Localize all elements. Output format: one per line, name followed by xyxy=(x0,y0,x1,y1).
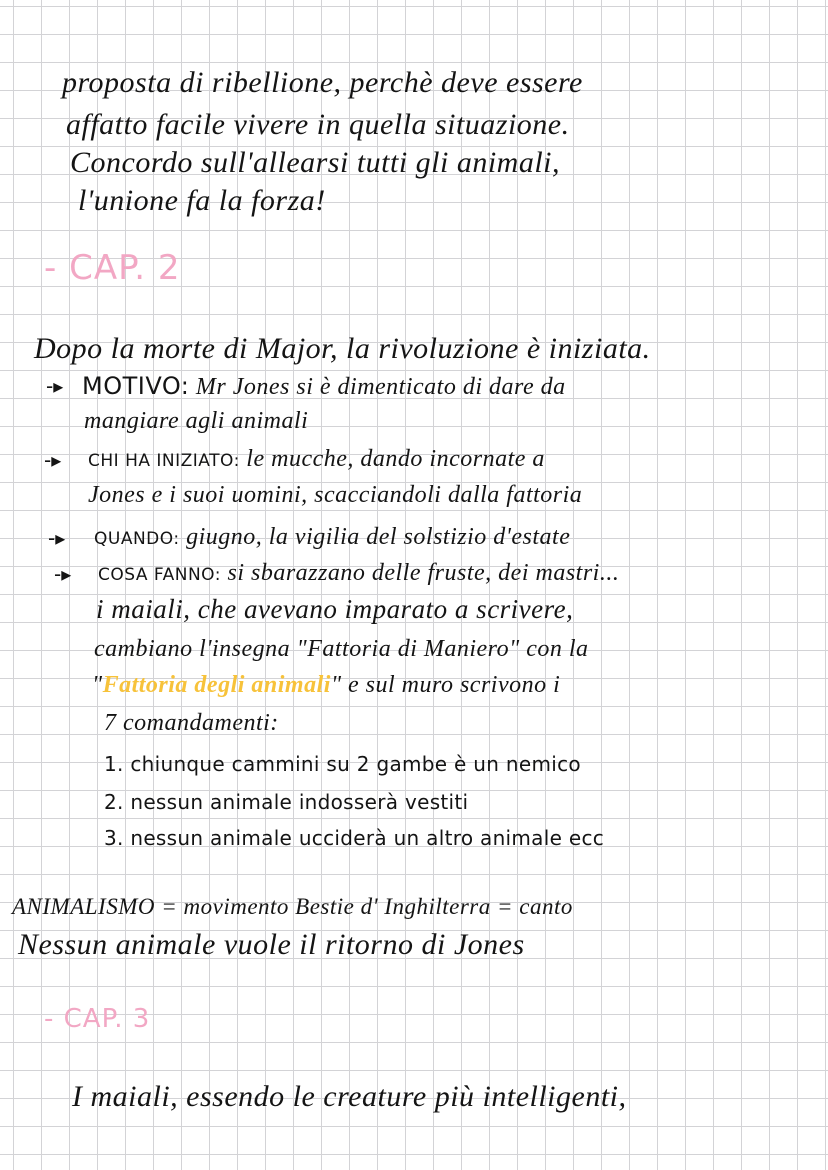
bullet-2-cont: Jones e i suoi uomini, scacciandoli dalla fattoria xyxy=(88,482,583,508)
bullet-3-label: QUANDO: xyxy=(94,529,180,549)
bullet-1-text: Mr Jones si è dimenticato di dare da xyxy=(195,374,566,400)
pigs-line-3-rest: " e sul muro scrivono i xyxy=(330,672,561,698)
bullet-3-text: giugno, la vigilia del solstizio d'estate xyxy=(186,524,571,550)
cap2-intro: Dopo la morte di Major, la rivoluzione è iniziata. xyxy=(34,332,651,365)
bullet-3 xyxy=(94,524,570,551)
cap3-heading: - CAP. 3 xyxy=(44,1004,151,1034)
arrow-icon: -▸ xyxy=(44,448,62,472)
quote-open: " xyxy=(92,672,103,698)
bullet-2-text: le mucche, dando incornate a xyxy=(246,446,545,472)
arrow-icon: -▸ xyxy=(46,374,64,398)
commandments-title: 7 comandamenti: xyxy=(104,710,279,736)
commandment-3: 3. nessun animale ucciderà un altro animale ecc xyxy=(104,826,605,850)
cap3-line-1: I maiali, essendo le creature più intelligenti, xyxy=(72,1080,627,1113)
pigs-line-1: i maiali, che avevano imparato a scrivere, xyxy=(96,594,574,624)
pigs-line-2: cambiano l'insegna "Fattoria di Maniero" con la xyxy=(94,636,589,662)
bullet-4-label: COSA FANNO: xyxy=(98,565,221,585)
commandment-2: 2. nessun animale indosserà vestiti xyxy=(104,790,469,814)
highlight-fattoria: Fattoria degli animali xyxy=(102,672,331,698)
bullet-2 xyxy=(88,446,545,473)
arrow-icon: -▸ xyxy=(54,562,72,586)
bullet-2-label: CHI HA INIZIATO: xyxy=(88,451,240,471)
intro-line-4: l'unione fa la forza! xyxy=(78,184,326,217)
bullet-4-text: si sbarazzano delle fruste, dei mastri... xyxy=(227,560,620,586)
cap2-heading: - CAP. 2 xyxy=(44,248,181,288)
bullet-1-label: MOTIVO: xyxy=(82,372,190,400)
animalism-line-2: Nessun animale vuole il ritorno di Jones xyxy=(18,928,525,961)
intro-line-3: Concordo sull'allearsi tutti gli animali, xyxy=(70,146,560,179)
commandment-1: 1. chiunque cammini su 2 gambe è un nemico xyxy=(104,752,581,776)
arrow-icon: -▸ xyxy=(48,526,66,550)
intro-line-1: proposta di ribellione, perchè deve essere xyxy=(62,66,583,99)
bullet-1-cont: mangiare agli animali xyxy=(84,408,309,434)
animalism-line-1: ANIMALISMO = movimento Bestie d' Inghilterra = canto xyxy=(12,894,573,919)
bullet-1 xyxy=(82,372,566,401)
pigs-line-3 xyxy=(92,672,560,699)
intro-line-2: affatto facile vivere in quella situazione. xyxy=(66,108,570,141)
bullet-4 xyxy=(98,560,619,587)
